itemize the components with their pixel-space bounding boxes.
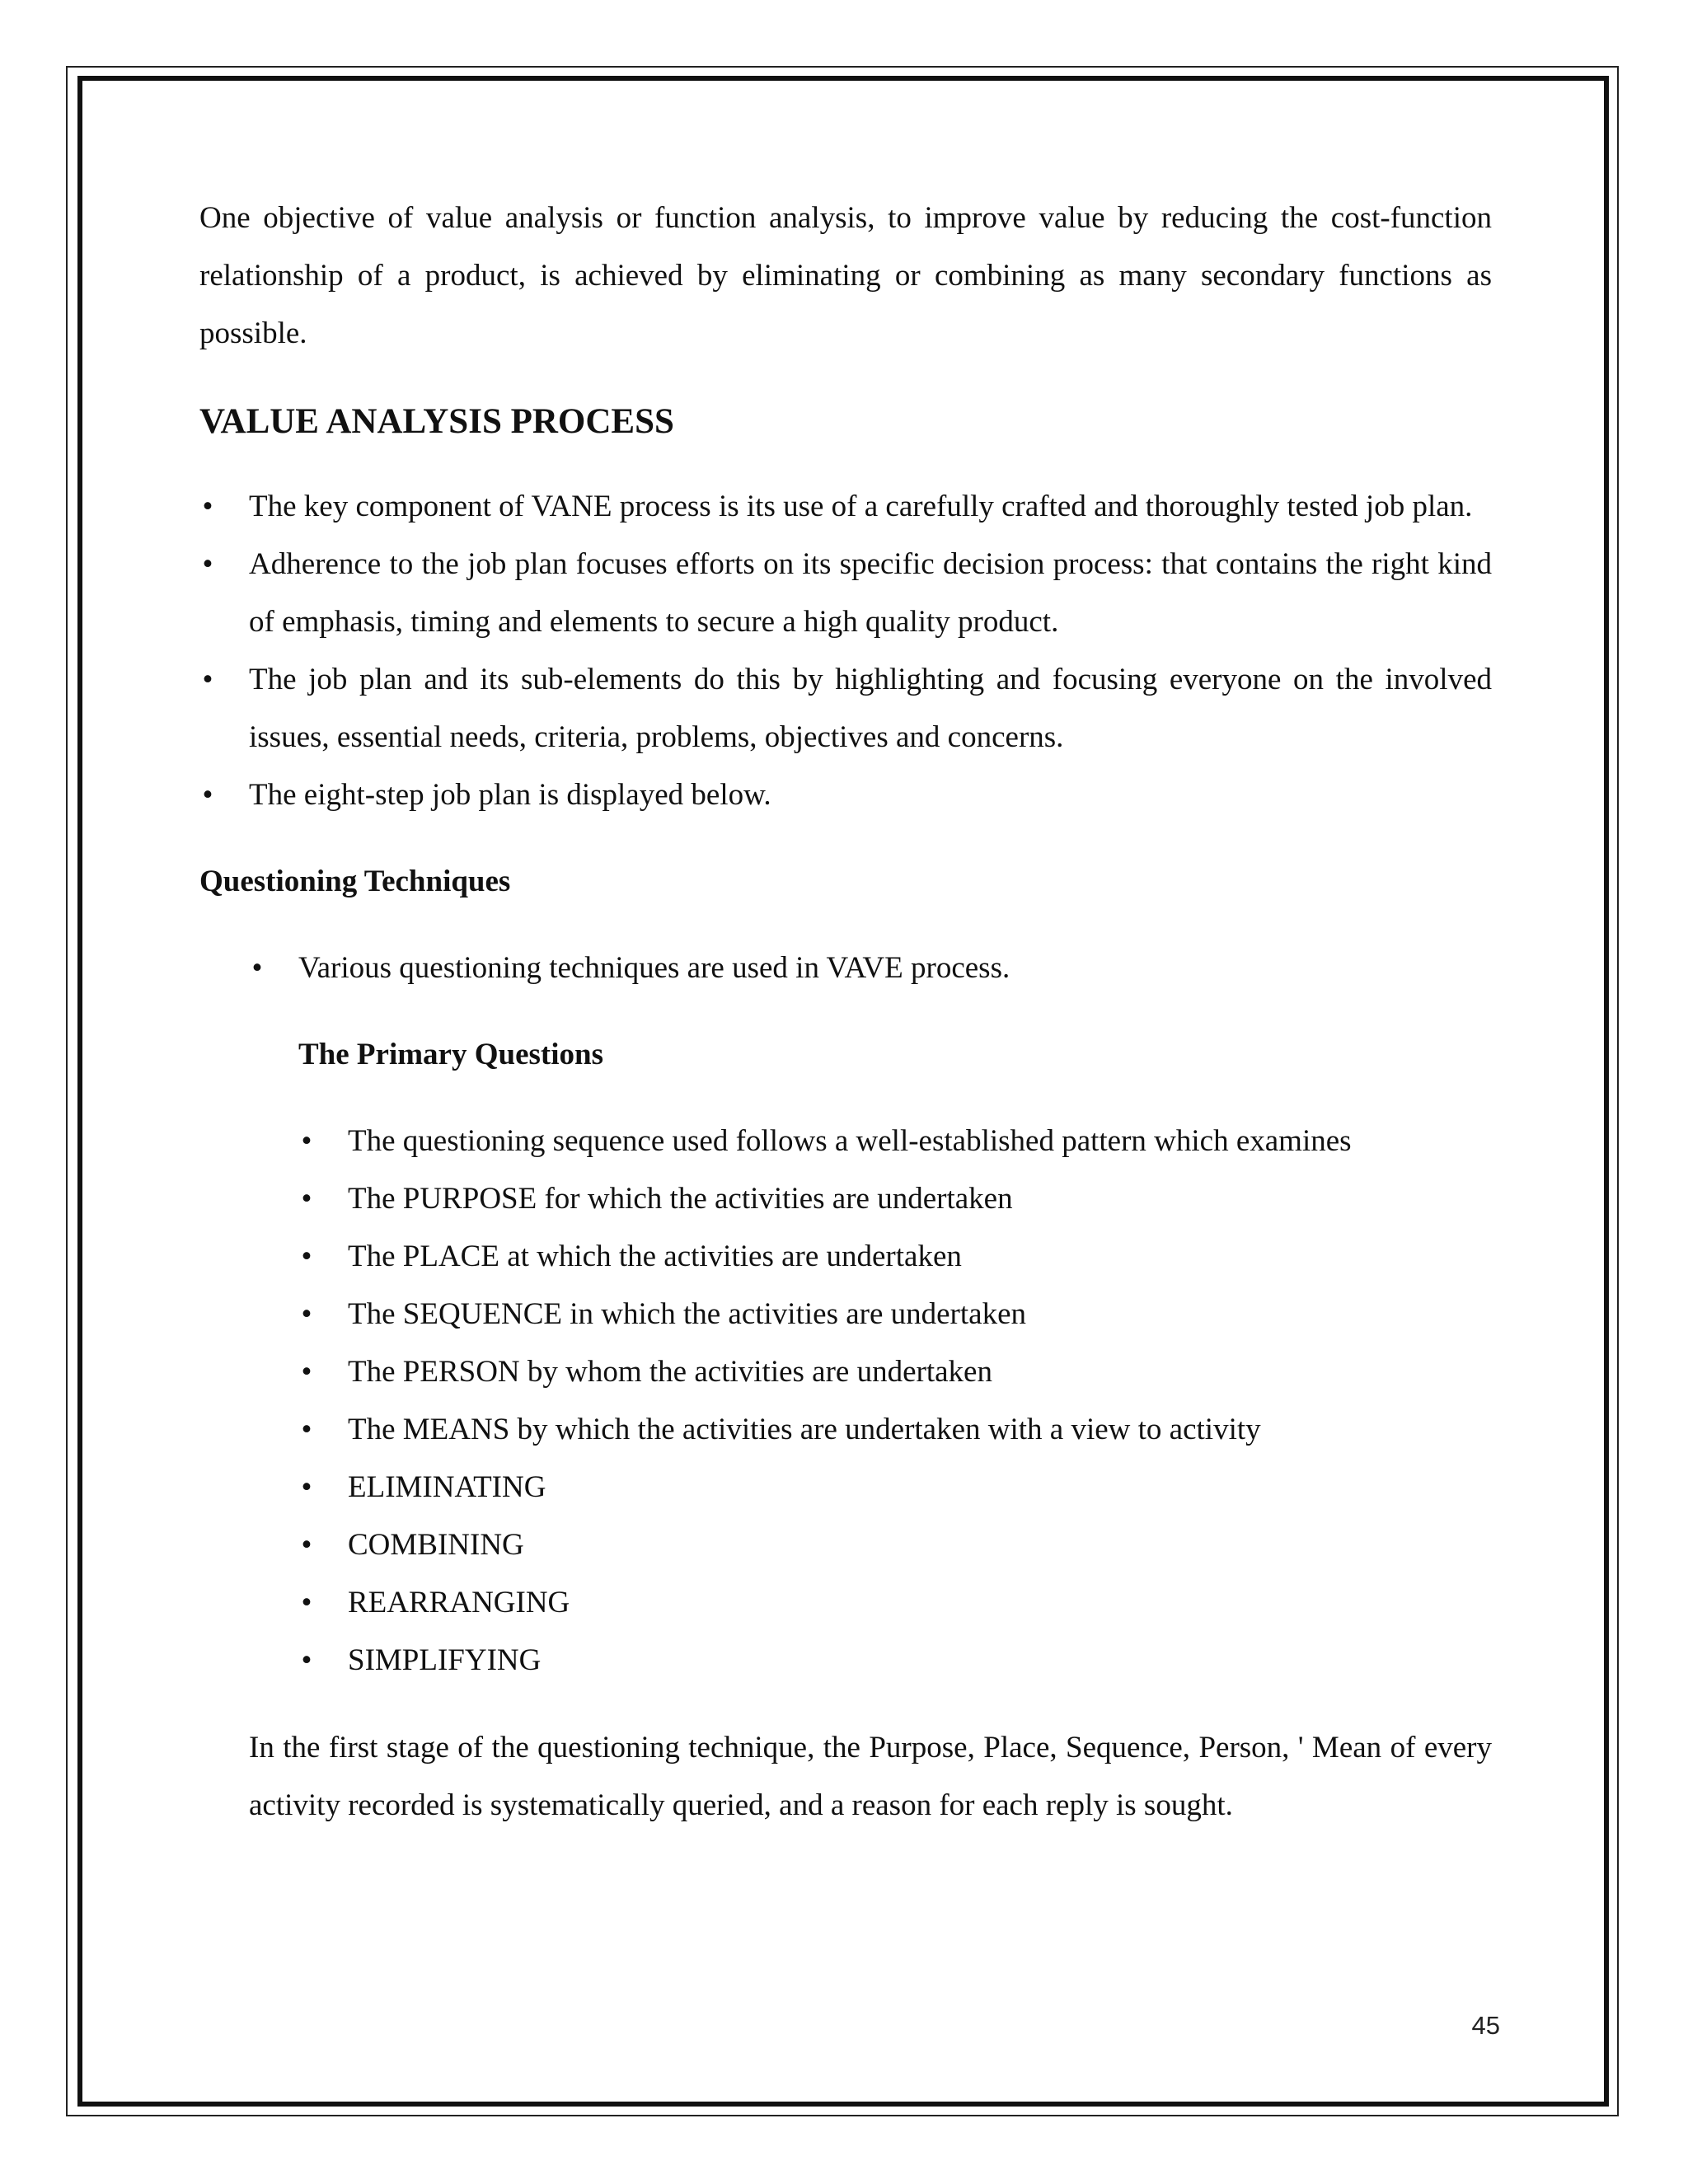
list-item <box>298 1286 1492 1343</box>
bullet-icon: • <box>301 1470 312 1504</box>
list-item <box>199 766 1492 824</box>
bullet-icon: • <box>251 951 263 985</box>
process-bullet-list <box>199 478 1492 824</box>
list-item-text: Adherence to the job plan focuses efforts on its specific decision process: that contains the right kind of emphasis, timing and elements to secure a high quality product. <box>249 547 1492 639</box>
list-item <box>199 478 1492 536</box>
list-item-text: ELIMINATING <box>348 1470 546 1504</box>
bullet-icon: • <box>301 1355 312 1389</box>
primary-questions-list <box>298 1113 1492 1690</box>
list-item-text: The eight-step job plan is displayed below. <box>249 778 771 812</box>
bullet-icon: • <box>301 1240 312 1273</box>
questioning-heading: Questioning Techniques <box>199 865 511 898</box>
bullet-icon: • <box>301 1528 312 1562</box>
list-item-text: SIMPLIFYING <box>348 1643 542 1677</box>
list-item-text: The questioning sequence used follows a well-established pattern which examines <box>348 1124 1352 1158</box>
list-item-text: The MEANS by which the activities are undertaken with a view to activity <box>348 1413 1261 1446</box>
list-item-text: COMBINING <box>348 1528 524 1562</box>
list-item-text: Various questioning techniques are used in VAVE process. <box>298 951 1010 985</box>
list-item <box>298 1459 1492 1516</box>
primary-questions-heading: The Primary Questions <box>298 1038 603 1071</box>
bullet-icon: • <box>301 1124 312 1158</box>
bullet-icon: • <box>202 663 213 696</box>
questioning-bullet-list <box>249 940 1492 997</box>
bullet-icon: • <box>301 1643 312 1677</box>
list-item-text: The PERSON by whom the activities are undertaken <box>348 1355 992 1389</box>
list-item <box>298 1632 1492 1690</box>
section-heading: VALUE ANALYSIS PROCESS <box>199 402 674 441</box>
bullet-icon: • <box>301 1297 312 1331</box>
bullet-icon: • <box>202 490 213 523</box>
list-item-text: The key component of VANE process is its use of a carefully crafted and thoroughly tested job plan. <box>249 490 1473 523</box>
list-item-text: The SEQUENCE in which the activities are undertaken <box>348 1297 1026 1331</box>
list-item-text: The job plan and its sub-elements do this by highlighting and focusing everyone on the involved issues, essential needs, criteria, problems, objectives and concerns. <box>249 663 1492 754</box>
list-item <box>298 1516 1492 1574</box>
list-item <box>298 1574 1492 1632</box>
list-item-text: The PURPOSE for which the activities are undertaken <box>348 1182 1013 1216</box>
list-item <box>298 1343 1492 1401</box>
list-item <box>298 1113 1492 1170</box>
bullet-icon: • <box>301 1586 312 1619</box>
bullet-icon: • <box>301 1182 312 1216</box>
list-item-text: The PLACE at which the activities are undertaken <box>348 1240 962 1273</box>
list-item <box>298 1401 1492 1459</box>
page-number: 45 <box>1471 2011 1500 2040</box>
bullet-icon: • <box>202 547 213 581</box>
list-item <box>298 1170 1492 1228</box>
list-item <box>298 1228 1492 1286</box>
list-item <box>199 651 1492 766</box>
page-content <box>199 190 1492 1835</box>
list-item <box>199 536 1492 651</box>
intro-paragraph: One objective of value analysis or function analysis, to improve value by reducing the cost-function relationship of a product, is achieved by eliminating or combining as many secondary functions as possible. <box>199 201 1492 350</box>
list-item <box>249 940 1492 997</box>
list-item-text: REARRANGING <box>348 1586 570 1619</box>
closing-paragraph: In the first stage of the questioning technique, the Purpose, Place, Sequence, Person, ' Mean of every activity recorded is systematically queried, and a reason for each reply is sought. <box>249 1731 1492 1822</box>
bullet-icon: • <box>301 1413 312 1446</box>
bullet-icon: • <box>202 778 213 812</box>
